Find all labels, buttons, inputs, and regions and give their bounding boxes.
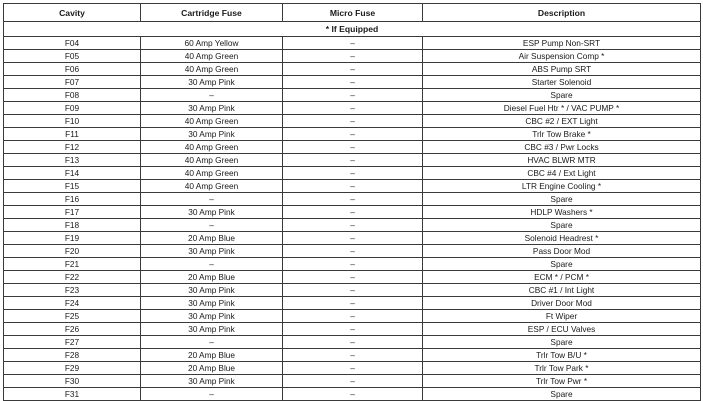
cavity-cell: F16 [4, 193, 141, 206]
micro-fuse-cell: – [283, 310, 423, 323]
cartridge-fuse-cell: – [141, 258, 283, 271]
micro-fuse-cell: – [283, 50, 423, 63]
micro-fuse-cell: – [283, 206, 423, 219]
cavity-cell: F31 [4, 388, 141, 401]
micro-fuse-cell: – [283, 115, 423, 128]
cartridge-fuse-cell: 40 Amp Green [141, 180, 283, 193]
table-row [4, 115, 701, 128]
micro-fuse-cell: – [283, 258, 423, 271]
description-cell: Spare [423, 258, 701, 271]
note-row [4, 22, 701, 37]
description-cell: ECM * / PCM * [423, 271, 701, 284]
description-cell: Pass Door Mod [423, 245, 701, 258]
description-cell: ESP / ECU Valves [423, 323, 701, 336]
cartridge-fuse-cell: 20 Amp Blue [141, 271, 283, 284]
cavity-cell: F27 [4, 336, 141, 349]
cartridge-fuse-cell: 30 Amp Pink [141, 297, 283, 310]
micro-fuse-cell: – [283, 37, 423, 50]
micro-fuse-cell: – [283, 245, 423, 258]
cavity-cell: F30 [4, 375, 141, 388]
cartridge-fuse-cell: 30 Amp Pink [141, 375, 283, 388]
cavity-cell: F12 [4, 141, 141, 154]
cartridge-fuse-cell: 40 Amp Green [141, 50, 283, 63]
description-cell: Diesel Fuel Htr * / VAC PUMP * [423, 102, 701, 115]
description-cell: HDLP Washers * [423, 206, 701, 219]
table-row [4, 375, 701, 388]
cartridge-fuse-cell: 30 Amp Pink [141, 206, 283, 219]
micro-fuse-cell: – [283, 167, 423, 180]
cartridge-fuse-cell: 30 Amp Pink [141, 284, 283, 297]
description-cell: Trlr Tow Brake * [423, 128, 701, 141]
cavity-cell: F29 [4, 362, 141, 375]
description-cell: Trlr Tow Park * [423, 362, 701, 375]
cartridge-fuse-cell: 60 Amp Yellow [141, 37, 283, 50]
cavity-cell: F22 [4, 271, 141, 284]
micro-fuse-cell: – [283, 271, 423, 284]
cartridge-fuse-cell: – [141, 89, 283, 102]
cartridge-fuse-cell: 30 Amp Pink [141, 323, 283, 336]
micro-fuse-cell: – [283, 297, 423, 310]
cavity-cell: F04 [4, 37, 141, 50]
description-cell: Spare [423, 219, 701, 232]
cartridge-fuse-cell: 40 Amp Green [141, 141, 283, 154]
description-cell: Ft Wiper [423, 310, 701, 323]
cartridge-fuse-cell: 30 Amp Pink [141, 310, 283, 323]
table-row [4, 89, 701, 102]
cavity-cell: F06 [4, 63, 141, 76]
micro-fuse-cell: – [283, 76, 423, 89]
description-cell: Spare [423, 193, 701, 206]
cartridge-fuse-cell: 40 Amp Green [141, 154, 283, 167]
table-row [4, 219, 701, 232]
cavity-cell: F15 [4, 180, 141, 193]
cartridge-fuse-cell: – [141, 219, 283, 232]
description-cell: Air Suspension Comp * [423, 50, 701, 63]
table-row [4, 349, 701, 362]
table-row [4, 102, 701, 115]
table-row [4, 297, 701, 310]
description-cell: Spare [423, 388, 701, 401]
description-cell: Trlr Tow Pwr * [423, 375, 701, 388]
description-cell: Spare [423, 336, 701, 349]
cartridge-fuse-cell: 40 Amp Green [141, 63, 283, 76]
table-row [4, 284, 701, 297]
cavity-cell: F07 [4, 76, 141, 89]
cavity-cell: F08 [4, 89, 141, 102]
table-row [4, 336, 701, 349]
cavity-cell: F05 [4, 50, 141, 63]
micro-fuse-cell: – [283, 102, 423, 115]
cavity-cell: F24 [4, 297, 141, 310]
cavity-cell: F23 [4, 284, 141, 297]
micro-fuse-cell: – [283, 232, 423, 245]
table-row [4, 50, 701, 63]
table-row [4, 63, 701, 76]
micro-fuse-cell: – [283, 349, 423, 362]
cartridge-fuse-cell: 30 Amp Pink [141, 128, 283, 141]
micro-fuse-cell: – [283, 89, 423, 102]
micro-fuse-cell: – [283, 63, 423, 76]
cartridge-fuse-cell: 30 Amp Pink [141, 76, 283, 89]
table-row [4, 310, 701, 323]
table-row [4, 206, 701, 219]
table-row [4, 258, 701, 271]
table-row [4, 232, 701, 245]
table-row [4, 388, 701, 401]
description-cell: CBC #1 / Int Light [423, 284, 701, 297]
micro-fuse-cell: – [283, 284, 423, 297]
cavity-cell: F20 [4, 245, 141, 258]
cavity-cell: F21 [4, 258, 141, 271]
cavity-cell: F10 [4, 115, 141, 128]
header-cartridge-fuse: Cartridge Fuse [141, 4, 283, 22]
description-cell: CBC #4 / Ext Light [423, 167, 701, 180]
cavity-cell: F19 [4, 232, 141, 245]
cartridge-fuse-cell: 40 Amp Green [141, 167, 283, 180]
cavity-cell: F25 [4, 310, 141, 323]
table-row [4, 245, 701, 258]
micro-fuse-cell: – [283, 128, 423, 141]
description-cell: Spare [423, 89, 701, 102]
description-cell: Starter Solenoid [423, 76, 701, 89]
micro-fuse-cell: – [283, 154, 423, 167]
description-cell: HVAC BLWR MTR [423, 154, 701, 167]
table-row [4, 37, 701, 50]
table-row [4, 271, 701, 284]
description-cell: Driver Door Mod [423, 297, 701, 310]
description-cell: Solenoid Headrest * [423, 232, 701, 245]
micro-fuse-cell: – [283, 180, 423, 193]
cartridge-fuse-cell: 40 Amp Green [141, 115, 283, 128]
cartridge-fuse-cell: 30 Amp Pink [141, 245, 283, 258]
micro-fuse-cell: – [283, 375, 423, 388]
header-row [4, 4, 701, 22]
micro-fuse-cell: – [283, 362, 423, 375]
cartridge-fuse-cell: 30 Amp Pink [141, 102, 283, 115]
table-row [4, 76, 701, 89]
table-row [4, 154, 701, 167]
header-cavity: Cavity [4, 4, 141, 22]
description-cell: LTR Engine Cooling * [423, 180, 701, 193]
table-row [4, 193, 701, 206]
table-row [4, 180, 701, 193]
cavity-cell: F13 [4, 154, 141, 167]
micro-fuse-cell: – [283, 388, 423, 401]
micro-fuse-cell: – [283, 323, 423, 336]
micro-fuse-cell: – [283, 141, 423, 154]
micro-fuse-cell: – [283, 193, 423, 206]
cavity-cell: F18 [4, 219, 141, 232]
cavity-cell: F09 [4, 102, 141, 115]
cartridge-fuse-cell: – [141, 388, 283, 401]
cavity-cell: F26 [4, 323, 141, 336]
cavity-cell: F14 [4, 167, 141, 180]
micro-fuse-cell: – [283, 336, 423, 349]
cavity-cell: F11 [4, 128, 141, 141]
header-description: Description [423, 4, 701, 22]
description-cell: ABS Pump SRT [423, 63, 701, 76]
fuse-table [3, 3, 701, 401]
cavity-cell: F17 [4, 206, 141, 219]
cartridge-fuse-cell: – [141, 336, 283, 349]
table-row [4, 167, 701, 180]
description-cell: CBC #3 / Pwr Locks [423, 141, 701, 154]
cartridge-fuse-cell: – [141, 193, 283, 206]
description-cell: CBC #2 / EXT Light [423, 115, 701, 128]
table-row [4, 362, 701, 375]
description-cell: Trlr Tow B/U * [423, 349, 701, 362]
micro-fuse-cell: – [283, 219, 423, 232]
description-cell: ESP Pump Non-SRT [423, 37, 701, 50]
cartridge-fuse-cell: 20 Amp Blue [141, 232, 283, 245]
if-equipped-note: * If Equipped [4, 22, 701, 37]
table-row [4, 323, 701, 336]
cartridge-fuse-cell: 20 Amp Blue [141, 349, 283, 362]
table-row [4, 141, 701, 154]
table-row [4, 128, 701, 141]
cartridge-fuse-cell: 20 Amp Blue [141, 362, 283, 375]
header-micro-fuse: Micro Fuse [283, 4, 423, 22]
cavity-cell: F28 [4, 349, 141, 362]
